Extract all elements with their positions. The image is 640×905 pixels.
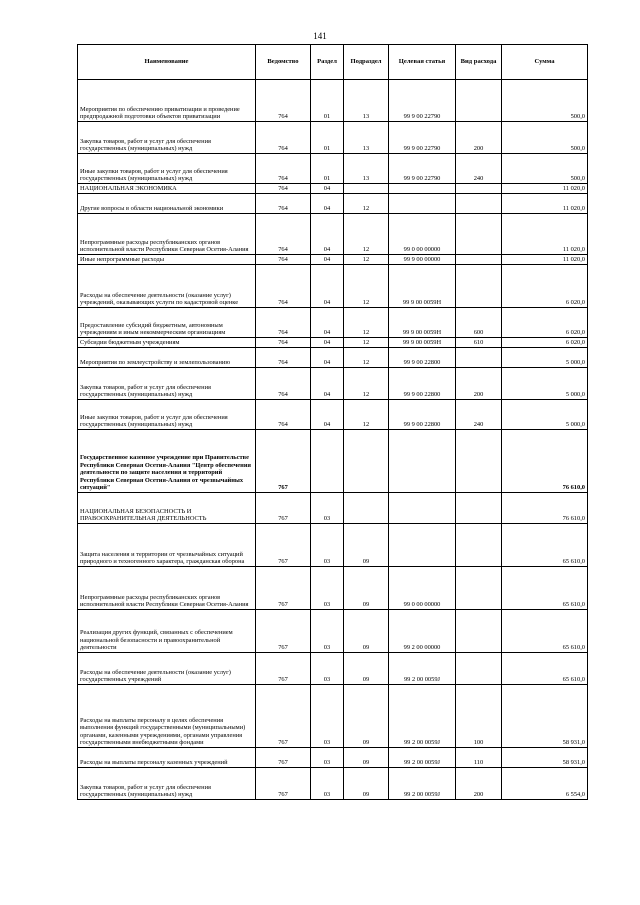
cell-name: Закупка товаров, работ и услуг для обеспечения государственных (муниципальных) нужд bbox=[78, 768, 256, 800]
table-row bbox=[78, 368, 588, 400]
cell-ved: 764 bbox=[256, 184, 311, 194]
cell-ved: 764 bbox=[256, 194, 311, 214]
cell-ved: 767 bbox=[256, 748, 311, 768]
table-row bbox=[78, 567, 588, 610]
cell-podr: 09 bbox=[344, 685, 389, 748]
cell-name: НАЦИОНАЛЬНАЯ БЕЗОПАСНОСТЬ И ПРАВООХРАНИТЕЛЬНАЯ ДЕЯТЕЛЬНОСТЬ bbox=[78, 493, 256, 524]
table-header-row bbox=[78, 45, 588, 80]
cell-name: Закупка товаров, работ и услуг для обеспечения государственных (муниципальных) нужд bbox=[78, 368, 256, 400]
cell-podr: 09 bbox=[344, 610, 389, 653]
cell-vr: 200 bbox=[456, 368, 502, 400]
cell-name: Расходы на обеспечение деятельности (оказание услуг) государственных учреждений bbox=[78, 653, 256, 685]
cell-vr: 240 bbox=[456, 400, 502, 430]
cell-ved: 767 bbox=[256, 493, 311, 524]
cell-podr: 12 bbox=[344, 214, 389, 255]
page-number: 141 bbox=[313, 31, 327, 41]
header-ved: Ведомство bbox=[256, 45, 311, 80]
cell-sum: 5 000,0 bbox=[502, 348, 588, 368]
cell-name: Другие вопросы в области национальной экономики bbox=[78, 194, 256, 214]
cell-cs: 99 9 00 0059Н bbox=[389, 308, 456, 338]
cell-sum: 76 610,0 bbox=[502, 430, 588, 493]
cell-podr: 12 bbox=[344, 265, 389, 308]
table-row bbox=[78, 194, 588, 214]
table-row bbox=[78, 122, 588, 154]
cell-podr: 12 bbox=[344, 308, 389, 338]
cell-name: Защита населения и территории от чрезвычайных ситуаций природного и техногенного характера, гражданская оборона bbox=[78, 524, 256, 567]
cell-sum: 76 610,0 bbox=[502, 493, 588, 524]
cell-podr: 13 bbox=[344, 80, 389, 122]
table-row bbox=[78, 154, 588, 184]
cell-razd: 03 bbox=[311, 748, 344, 768]
cell-vr bbox=[456, 80, 502, 122]
cell-sum: 65 610,0 bbox=[502, 653, 588, 685]
table-row bbox=[78, 400, 588, 430]
cell-vr bbox=[456, 255, 502, 265]
cell-razd: 03 bbox=[311, 653, 344, 685]
cell-cs: 99 9 00 22800 bbox=[389, 400, 456, 430]
cell-cs bbox=[389, 184, 456, 194]
cell-podr: 12 bbox=[344, 194, 389, 214]
cell-cs: 99 9 00 22790 bbox=[389, 154, 456, 184]
cell-vr bbox=[456, 653, 502, 685]
cell-vr bbox=[456, 194, 502, 214]
cell-podr: 09 bbox=[344, 653, 389, 685]
cell-podr bbox=[344, 493, 389, 524]
cell-razd: 04 bbox=[311, 255, 344, 265]
cell-ved: 764 bbox=[256, 368, 311, 400]
cell-cs bbox=[389, 524, 456, 567]
cell-sum: 58 931,0 bbox=[502, 748, 588, 768]
table-row bbox=[78, 308, 588, 338]
table-row bbox=[78, 524, 588, 567]
cell-cs: 99 2 00 0059J bbox=[389, 653, 456, 685]
cell-cs bbox=[389, 430, 456, 493]
header-sum: Сумма bbox=[502, 45, 588, 80]
cell-vr: 200 bbox=[456, 768, 502, 800]
cell-name: Мероприятия по землеустройству и землепользованию bbox=[78, 348, 256, 368]
table-row bbox=[78, 80, 588, 122]
cell-sum: 6 020,0 bbox=[502, 308, 588, 338]
cell-podr bbox=[344, 184, 389, 194]
table-row bbox=[78, 653, 588, 685]
cell-name: Расходы на выплаты персоналу казенных учреждений bbox=[78, 748, 256, 768]
cell-razd bbox=[311, 430, 344, 493]
cell-cs: 99 9 00 22800 bbox=[389, 368, 456, 400]
cell-sum: 5 000,0 bbox=[502, 368, 588, 400]
cell-ved: 764 bbox=[256, 122, 311, 154]
cell-razd: 01 bbox=[311, 80, 344, 122]
cell-razd: 04 bbox=[311, 184, 344, 194]
cell-vr bbox=[456, 524, 502, 567]
cell-cs: 99 9 00 22800 bbox=[389, 348, 456, 368]
cell-podr: 09 bbox=[344, 524, 389, 567]
table-row bbox=[78, 255, 588, 265]
cell-sum: 11 020,0 bbox=[502, 184, 588, 194]
cell-podr: 12 bbox=[344, 400, 389, 430]
header-vr: Вид расхода bbox=[456, 45, 502, 80]
cell-sum: 11 020,0 bbox=[502, 255, 588, 265]
cell-razd: 04 bbox=[311, 348, 344, 368]
cell-sum: 65 610,0 bbox=[502, 524, 588, 567]
cell-vr: 600 bbox=[456, 308, 502, 338]
cell-name: Мероприятия по обеспечению приватизации и проведение предпродажной подготовки объектов приватизации bbox=[78, 80, 256, 122]
cell-sum: 500,0 bbox=[502, 80, 588, 122]
cell-cs: 99 2 00 0059J bbox=[389, 748, 456, 768]
cell-vr: 200 bbox=[456, 122, 502, 154]
cell-sum: 11 020,0 bbox=[502, 214, 588, 255]
cell-vr: 100 bbox=[456, 685, 502, 748]
table-row bbox=[78, 493, 588, 524]
cell-ved: 767 bbox=[256, 610, 311, 653]
cell-podr: 09 bbox=[344, 748, 389, 768]
budget-table bbox=[77, 44, 588, 800]
cell-razd: 04 bbox=[311, 214, 344, 255]
cell-cs: 99 0 00 00000 bbox=[389, 567, 456, 610]
cell-cs: 99 9 00 0059Н bbox=[389, 265, 456, 308]
cell-name: Иные закупки товаров, работ и услуг для обеспечения государственных (муниципальных) нужд bbox=[78, 400, 256, 430]
cell-sum: 500,0 bbox=[502, 122, 588, 154]
cell-ved: 764 bbox=[256, 338, 311, 348]
table-row bbox=[78, 265, 588, 308]
table-row bbox=[78, 214, 588, 255]
cell-ved: 764 bbox=[256, 80, 311, 122]
cell-ved: 767 bbox=[256, 524, 311, 567]
cell-vr bbox=[456, 430, 502, 493]
cell-cs: 99 0 00 00000 bbox=[389, 214, 456, 255]
cell-name: Непрограммные расходы республиканских органов исполнительной власти Республики Северная Осетия-Алания bbox=[78, 567, 256, 610]
cell-vr bbox=[456, 184, 502, 194]
cell-razd: 03 bbox=[311, 524, 344, 567]
cell-ved: 767 bbox=[256, 768, 311, 800]
cell-name: Иные непрограммные расходы bbox=[78, 255, 256, 265]
cell-ved: 764 bbox=[256, 400, 311, 430]
cell-ved: 764 bbox=[256, 265, 311, 308]
cell-razd: 01 bbox=[311, 122, 344, 154]
table-row bbox=[78, 685, 588, 748]
cell-name: Предоставление субсидий бюджетным, автономным учреждениям и иным некоммерческим организациям bbox=[78, 308, 256, 338]
cell-razd: 01 bbox=[311, 154, 344, 184]
cell-ved: 764 bbox=[256, 154, 311, 184]
cell-razd: 04 bbox=[311, 265, 344, 308]
cell-podr bbox=[344, 430, 389, 493]
cell-ved: 764 bbox=[256, 255, 311, 265]
cell-vr bbox=[456, 214, 502, 255]
cell-cs: 99 2 00 0059J bbox=[389, 768, 456, 800]
cell-podr: 09 bbox=[344, 567, 389, 610]
table-row bbox=[78, 610, 588, 653]
cell-ved: 764 bbox=[256, 308, 311, 338]
cell-ved: 767 bbox=[256, 653, 311, 685]
header-cs: Целевая статья bbox=[389, 45, 456, 80]
cell-sum: 11 020,0 bbox=[502, 194, 588, 214]
cell-vr: 610 bbox=[456, 338, 502, 348]
table-body bbox=[78, 80, 588, 800]
table-row bbox=[78, 748, 588, 768]
cell-sum: 6 554,0 bbox=[502, 768, 588, 800]
cell-podr: 13 bbox=[344, 154, 389, 184]
cell-podr: 12 bbox=[344, 338, 389, 348]
table-row bbox=[78, 430, 588, 493]
cell-name: Субсидии бюджетным учреждениям bbox=[78, 338, 256, 348]
cell-sum: 6 020,0 bbox=[502, 265, 588, 308]
table-row bbox=[78, 348, 588, 368]
cell-razd: 04 bbox=[311, 400, 344, 430]
cell-cs bbox=[389, 194, 456, 214]
cell-sum: 5 000,0 bbox=[502, 400, 588, 430]
cell-vr bbox=[456, 493, 502, 524]
cell-cs: 99 9 00 22790 bbox=[389, 122, 456, 154]
cell-name: Расходы на выплаты персоналу в целях обеспечения выполнения функций государственными (муниципальными) органами, казенными учреждениями, органами управления государственными внебюджетными фондами bbox=[78, 685, 256, 748]
cell-razd: 03 bbox=[311, 567, 344, 610]
cell-cs bbox=[389, 493, 456, 524]
cell-podr: 13 bbox=[344, 122, 389, 154]
cell-ved: 767 bbox=[256, 685, 311, 748]
cell-razd: 04 bbox=[311, 338, 344, 348]
cell-name: НАЦИОНАЛЬНАЯ ЭКОНОМИКА bbox=[78, 184, 256, 194]
cell-vr bbox=[456, 265, 502, 308]
cell-ved: 764 bbox=[256, 348, 311, 368]
cell-name: Закупка товаров, работ и услуг для обеспечения государственных (муниципальных) нужд bbox=[78, 122, 256, 154]
cell-sum: 500,0 bbox=[502, 154, 588, 184]
cell-cs: 99 9 00 0059Н bbox=[389, 338, 456, 348]
cell-razd: 03 bbox=[311, 768, 344, 800]
cell-cs: 99 2 00 0059J bbox=[389, 685, 456, 748]
cell-podr: 12 bbox=[344, 368, 389, 400]
cell-vr bbox=[456, 610, 502, 653]
cell-razd: 03 bbox=[311, 610, 344, 653]
cell-vr: 240 bbox=[456, 154, 502, 184]
header-podr: Подраздел bbox=[344, 45, 389, 80]
cell-sum: 6 020,0 bbox=[502, 338, 588, 348]
table-row bbox=[78, 184, 588, 194]
cell-razd: 04 bbox=[311, 194, 344, 214]
cell-name: Непрограммные расходы республиканских органов исполнительной власти Республики Северная Осетия-Алания bbox=[78, 214, 256, 255]
cell-ved: 764 bbox=[256, 214, 311, 255]
cell-sum: 65 610,0 bbox=[502, 567, 588, 610]
cell-razd: 04 bbox=[311, 308, 344, 338]
cell-razd: 03 bbox=[311, 493, 344, 524]
cell-razd: 03 bbox=[311, 685, 344, 748]
cell-vr bbox=[456, 348, 502, 368]
cell-podr: 12 bbox=[344, 348, 389, 368]
cell-sum: 58 931,0 bbox=[502, 685, 588, 748]
cell-vr: 110 bbox=[456, 748, 502, 768]
cell-cs: 99 9 00 00000 bbox=[389, 255, 456, 265]
cell-ved: 767 bbox=[256, 567, 311, 610]
cell-cs: 99 2 00 00000 bbox=[389, 610, 456, 653]
cell-vr bbox=[456, 567, 502, 610]
cell-name: Иные закупки товаров, работ и услуг для обеспечения государственных (муниципальных) нужд bbox=[78, 154, 256, 184]
cell-podr: 09 bbox=[344, 768, 389, 800]
cell-podr: 12 bbox=[344, 255, 389, 265]
cell-razd: 04 bbox=[311, 368, 344, 400]
cell-ved: 767 bbox=[256, 430, 311, 493]
header-name: Наименование bbox=[78, 45, 256, 80]
cell-name: Государственное казенное учреждение при Правительстве Республики Северная Осетия-Алания "Центр обеспечения деятельности по защите населения и территорий Республики Северная Осетия-Алания от чрезвычайных ситуаций" bbox=[78, 430, 256, 493]
header-razd: Раздел bbox=[311, 45, 344, 80]
table-row bbox=[78, 768, 588, 800]
cell-cs: 99 9 00 22790 bbox=[389, 80, 456, 122]
cell-name: Реализация других функций, связанных с обеспечением национальной безопасности и правоохранительной деятельности bbox=[78, 610, 256, 653]
cell-name: Расходы на обеспечение деятельности (оказание услуг) учреждений, оказывающих услуги по кадастровой оценке bbox=[78, 265, 256, 308]
table-row bbox=[78, 338, 588, 348]
cell-sum: 65 610,0 bbox=[502, 610, 588, 653]
